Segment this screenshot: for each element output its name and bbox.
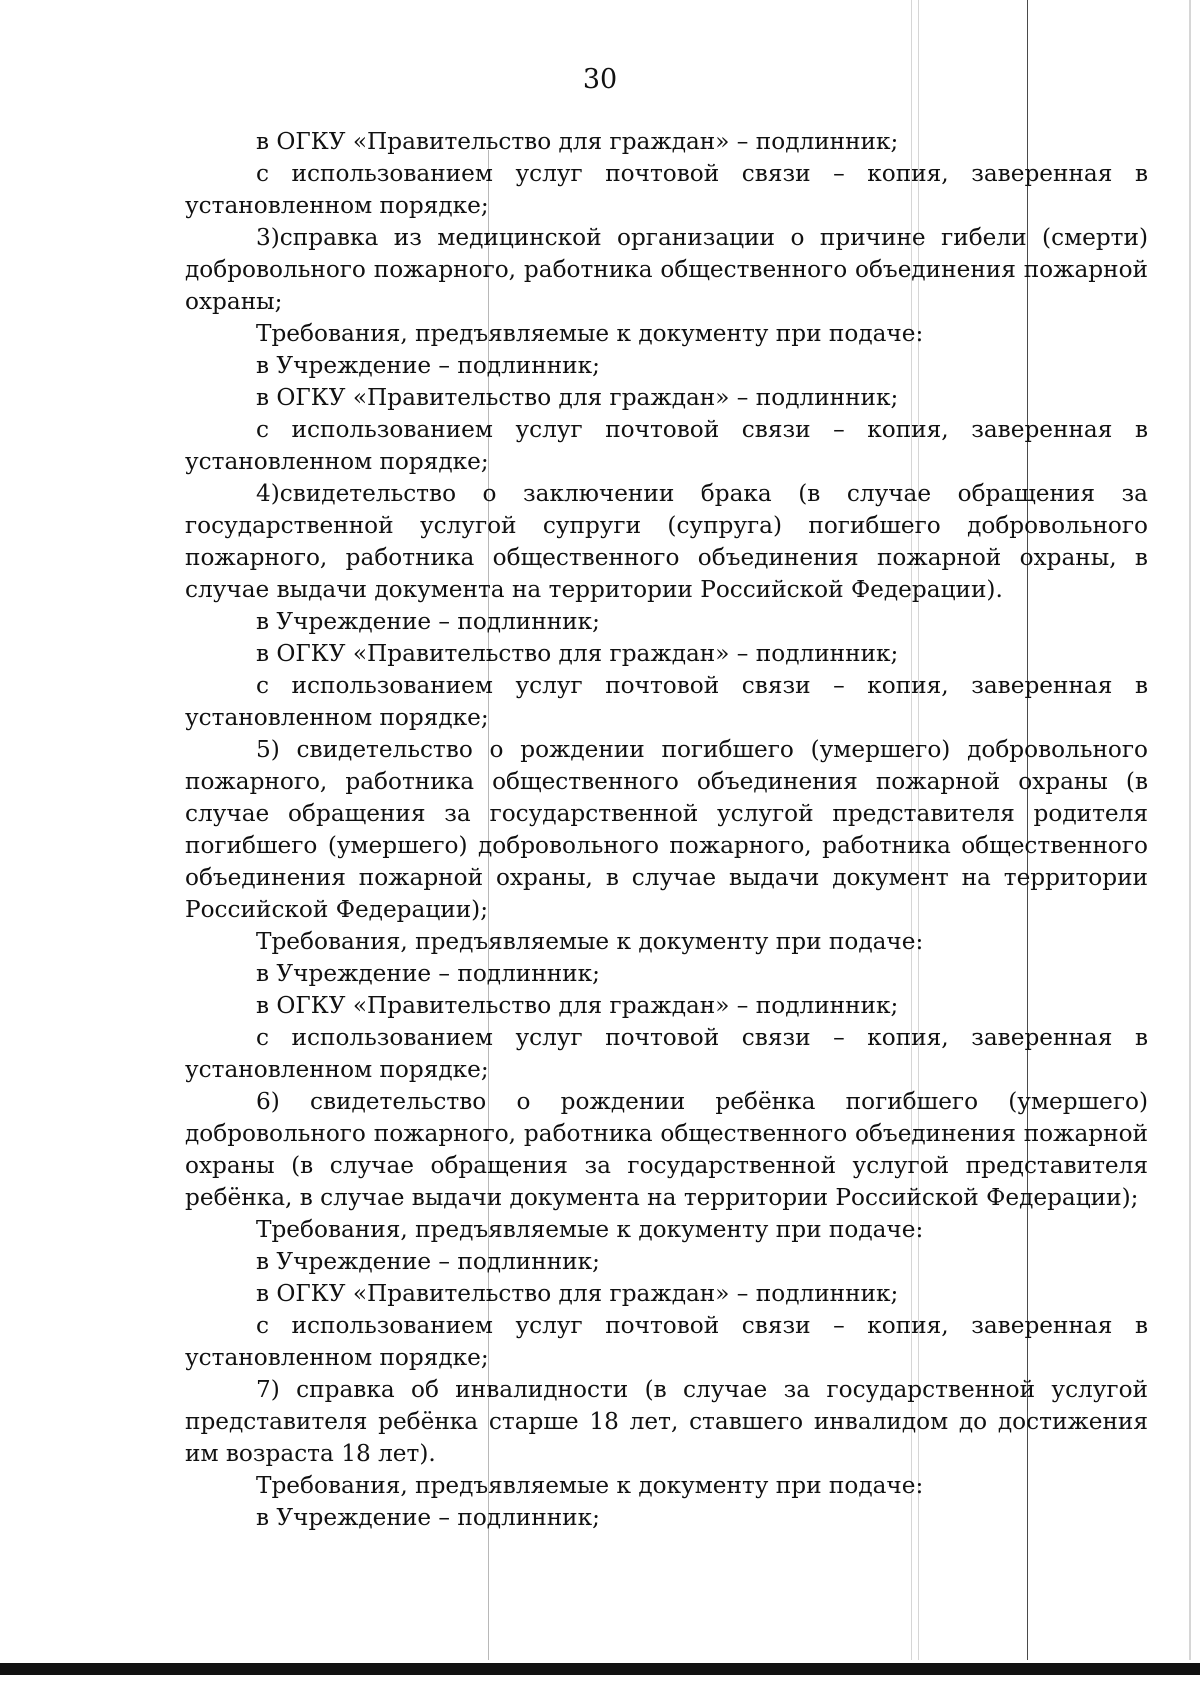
paragraph: в ОГКУ «Правительство для граждан» – подлинник; [256,128,899,155]
paragraph: в Учреждение – подлинник; [256,608,600,635]
paragraph: 4)свидетельство о заключении брака (в случае обращения за государственной услугой супруги (супруга) погибшего добровольного пожарного, работника общественного объединения пожарной охраны, в случае выдачи документа на территории Российской Федерации). [185,480,1148,603]
paragraph: в ОГКУ «Правительство для граждан» – подлинник; [256,992,899,1019]
paragraph: с использованием услуг почтовой связи – копия, заверенная в установленном порядке; [185,672,1148,731]
paragraph: с использованием услуг почтовой связи – копия, заверенная в установленном порядке; [185,1312,1148,1371]
scan-bottom-edge [0,1663,1200,1675]
paragraph: в ОГКУ «Правительство для граждан» – подлинник; [256,640,899,667]
paragraph: с использованием услуг почтовой связи – копия, заверенная в установленном порядке; [185,160,1148,219]
page-number: 30 [582,64,618,95]
document-body [185,126,1148,1534]
paragraph: в ОГКУ «Правительство для граждан» – подлинник; [256,1280,899,1307]
paragraph: 6) свидетельство о рождении ребёнка погибшего (умершего) добровольного пожарного, работника общественного объединения пожарной охраны (в случае обращения за государственной услугой представителя ребёнка, в случае выдачи документа на территории Российской Федерации); [185,1088,1148,1211]
paragraph: Требования, предъявляемые к документу при подаче: [256,1216,924,1243]
scan-line [1189,0,1191,1660]
paragraph: в Учреждение – подлинник; [256,352,600,379]
paragraph: Требования, предъявляемые к документу при подаче: [256,320,924,347]
paragraph: с использованием услуг почтовой связи – копия, заверенная в установленном порядке; [185,416,1148,475]
paragraph: 5) свидетельство о рождении погибшего (умершего) добровольного пожарного, работника общественного объединения пожарной охраны (в случае обращения за государственной услугой представителя родителя погибшего (умершего) добровольного пожарного, работника общественного объединения пожарной охраны, в случае выдачи документ на территории Российской Федерации); [185,736,1148,923]
paragraph: в ОГКУ «Правительство для граждан» – подлинник; [256,384,899,411]
paragraph: 7) справка об инвалидности (в случае за государственной услугой представителя ребёнка старше 18 лет, ставшего инвалидом до достижения им возраста 18 лет). [185,1376,1148,1467]
paragraph: в Учреждение – подлинник; [256,960,600,987]
paragraph: 3)справка из медицинской организации о причине гибели (смерти) добровольного пожарного, работника общественного объединения пожарной охраны; [185,224,1148,315]
paragraph: Требования, предъявляемые к документу при подаче: [256,1472,924,1499]
paragraph: в Учреждение – подлинник; [256,1248,600,1275]
paragraph: в Учреждение – подлинник; [256,1504,600,1531]
paragraph: Требования, предъявляемые к документу при подаче: [256,928,924,955]
paragraph: с использованием услуг почтовой связи – копия, заверенная в установленном порядке; [185,1024,1148,1083]
